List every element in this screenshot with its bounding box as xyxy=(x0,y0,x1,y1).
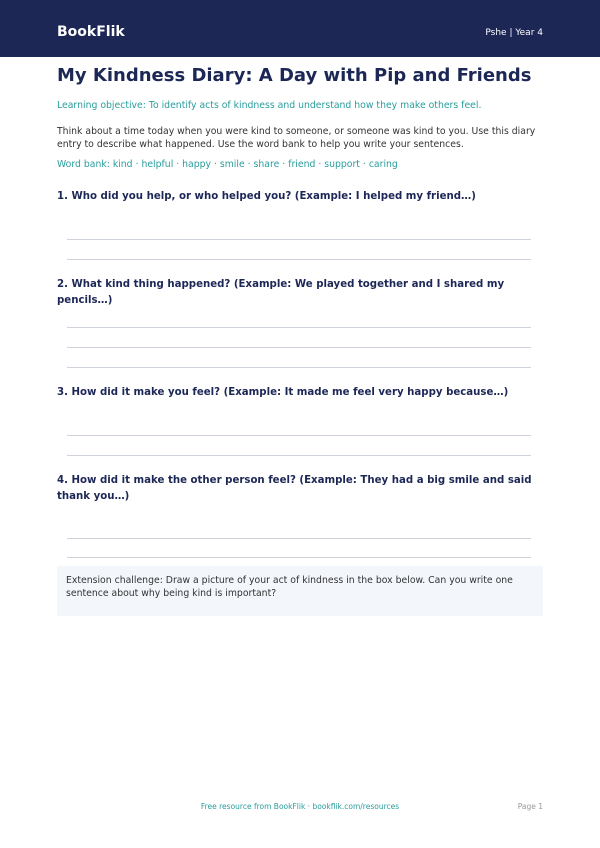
question-3: 3. How did it make you feel? (Example: It made me feel very happy because…) xyxy=(57,387,509,398)
answer-line-3a[interactable] xyxy=(67,435,531,436)
learning-objective: Learning objective: To identify acts of kindness and understand how they make others feel. xyxy=(57,100,482,111)
answer-line-4b[interactable] xyxy=(67,557,531,558)
page-title: My Kindness Diary: A Day with Pip and Friends xyxy=(57,65,532,86)
intro-text: Think about a time today when you were kind to someone, or someone was kind to you. Use this diary entry to describe what happened. Use the word bank to help you write your sentences. xyxy=(57,126,536,150)
extension-challenge: Extension challenge: Draw a picture of your act of kindness in the box below. Can you write one sentence about why being kind is important? xyxy=(66,575,513,599)
question-4: 4. How did it make the other person feel? (Example: They had a big smile and said thank you…) xyxy=(57,475,532,502)
question-2: 2. What kind thing happened? (Example: We played together and I shared my pencils…) xyxy=(57,279,505,306)
answer-line-2c[interactable] xyxy=(67,367,531,368)
extension-box xyxy=(57,566,543,616)
footer-resource-link[interactable]: Free resource from BookFlik · bookflik.com/resources xyxy=(200,802,400,811)
page-number: Page 1 xyxy=(517,802,543,811)
answer-line-2a[interactable] xyxy=(67,327,531,328)
question-1: 1. Who did you help, or who helped you? (Example: I helped my friend…) xyxy=(57,191,476,202)
page-header xyxy=(0,0,600,57)
answer-line-1a[interactable] xyxy=(67,239,531,240)
answer-line-4a[interactable] xyxy=(67,538,531,539)
answer-line-1b[interactable] xyxy=(67,259,531,260)
brand-logo: BookFlik xyxy=(57,24,125,40)
word-bank: Word bank: kind · helpful · happy · smile · share · friend · support · caring xyxy=(57,159,398,170)
answer-line-3b[interactable] xyxy=(67,455,531,456)
answer-line-2b[interactable] xyxy=(67,347,531,348)
subject-year-label: Pshe | Year 4 xyxy=(485,28,543,38)
